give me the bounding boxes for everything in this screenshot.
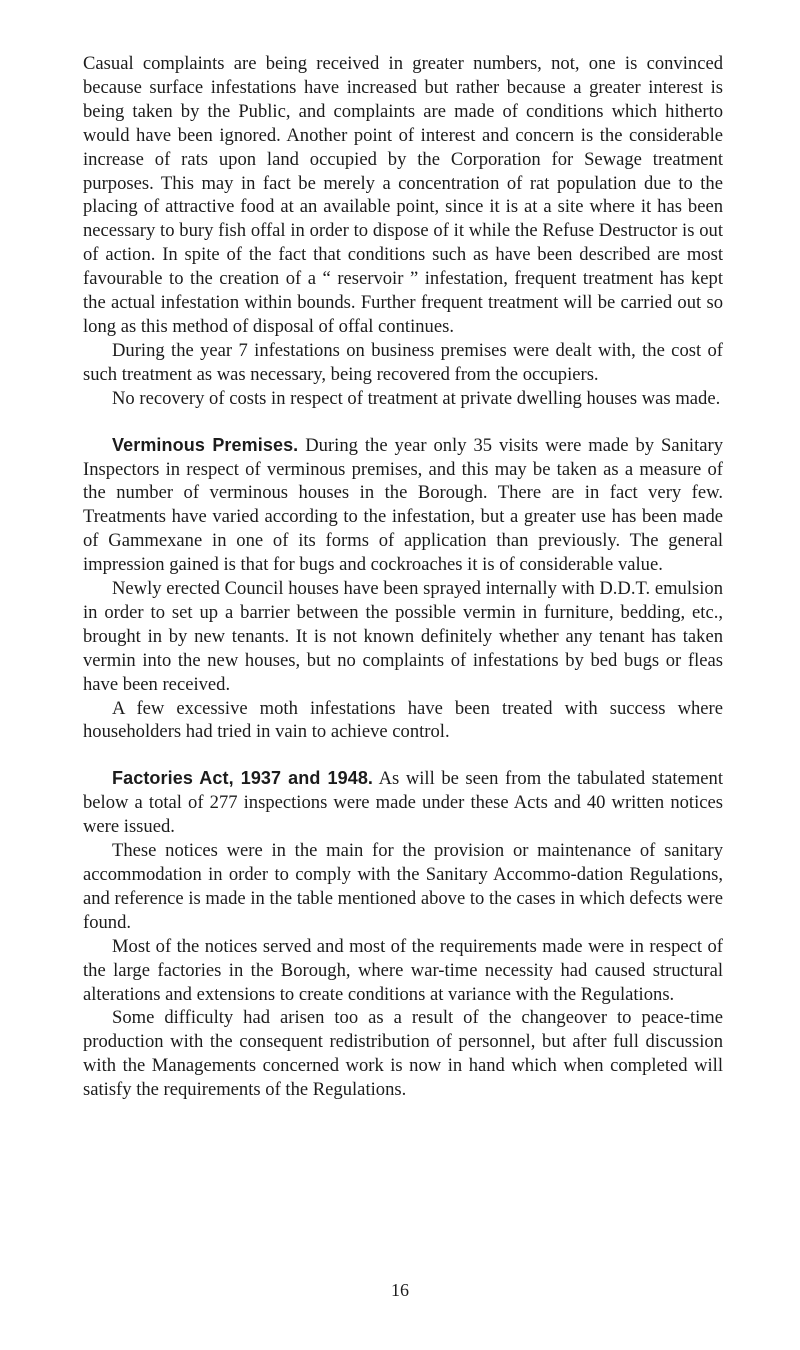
- factories-paragraph-1: Factories Act, 1937 and 1948. As will be seen from the tabulated statement below a total of 277 inspections were made under these Acts and 40 written notices were issued.: [83, 768, 723, 838]
- rats-paragraph-1: Casual complaints are being received in greater numbers, not, one is convinced because surface infestations have increased but rather because a greater interest is being taken by the Public, and complaints are made of conditions which hitherto would have been ignored. Another point of interest and concern is the considerable increase of rats upon land occupied by the Corporation for Sewage treatment purposes. This may in fact be merely a concentration of rat population due to the placing of attractive food at an available point, since it is at a site where it has been necessary to bury fish offal in order to dispose of it while the Refuse Destructor is out of action. In spite of the fact that conditions such as have been described are most favourable to the creation of a “ reservoir ” infestation, frequent treatment has kept the actual infestation within bounds. Further frequent treatment will be carried out so long as this method of disposal of offal continues.: [83, 53, 723, 337]
- verminous-paragraph-3: A few excessive moth infestations have been treated with success where householders had tried in vain to achieve control.: [83, 697, 723, 743]
- document-page: [83, 52, 723, 1102]
- factories-paragraph-2: These notices were in the main for the provision or maintenance of sanitary accommodation in order to comply with the Sanitary Accommo-dation Regulations, and reference is made in the table mentioned above to the cases in which defects were found.: [83, 840, 723, 933]
- factories-paragraph-4: Some difficulty had arisen too as a result of the changeover to peace-time production with the consequent redistribution of personnel, but after full discussion with the Managements concerned work is now in hand which when completed will satisfy the requirements of the Regulations.: [83, 1007, 723, 1101]
- verminous-paragraph-2: Newly erected Council houses have been sprayed internally with D.D.T. emulsion in order to set up a barrier between the possible vermin in furniture, bedding, etc., brought in by new tenants. It is not known definitely whether any tenant has taken vermin into the new houses, but no complaints of infestations by bed bugs or fleas have been received.: [83, 578, 723, 695]
- factories-act-section: [83, 767, 723, 1102]
- page-number: 16: [391, 1280, 409, 1300]
- rats-paragraph-3: No recovery of costs in respect of treatment at private dwelling houses was made.: [112, 387, 721, 409]
- rats-paragraph-2: During the year 7 infestations on business premises were dealt with, the cost of such treatment as was necessary, being recovered from the occupiers.: [83, 339, 723, 385]
- verminous-premises-heading: Verminous Premises.: [112, 434, 299, 455]
- verminous-paragraph-1: Verminous Premises. During the year only 35 visits were made by Sanitary Inspectors in respect of verminous premises, and this may be taken as a measure of the number of verminous houses in the Borough. There are in fact very few. Treatments have varied according to the infestation, but a greater use has been made of Gammexane in one of its forms of application than previously. The general impression gained is that for bugs and cockroaches it is of considerable value.: [83, 434, 723, 576]
- factories-paragraph-3: Most of the notices served and most of the requirements made were in respect of the large factories in the Borough, where war-time necessity had caused structural alterations and extensions to create conditions at variance with the Regulations.: [83, 935, 723, 1005]
- verminous-premises-section: [83, 434, 723, 745]
- factories-act-heading: Factories Act, 1937 and 1948.: [112, 768, 374, 789]
